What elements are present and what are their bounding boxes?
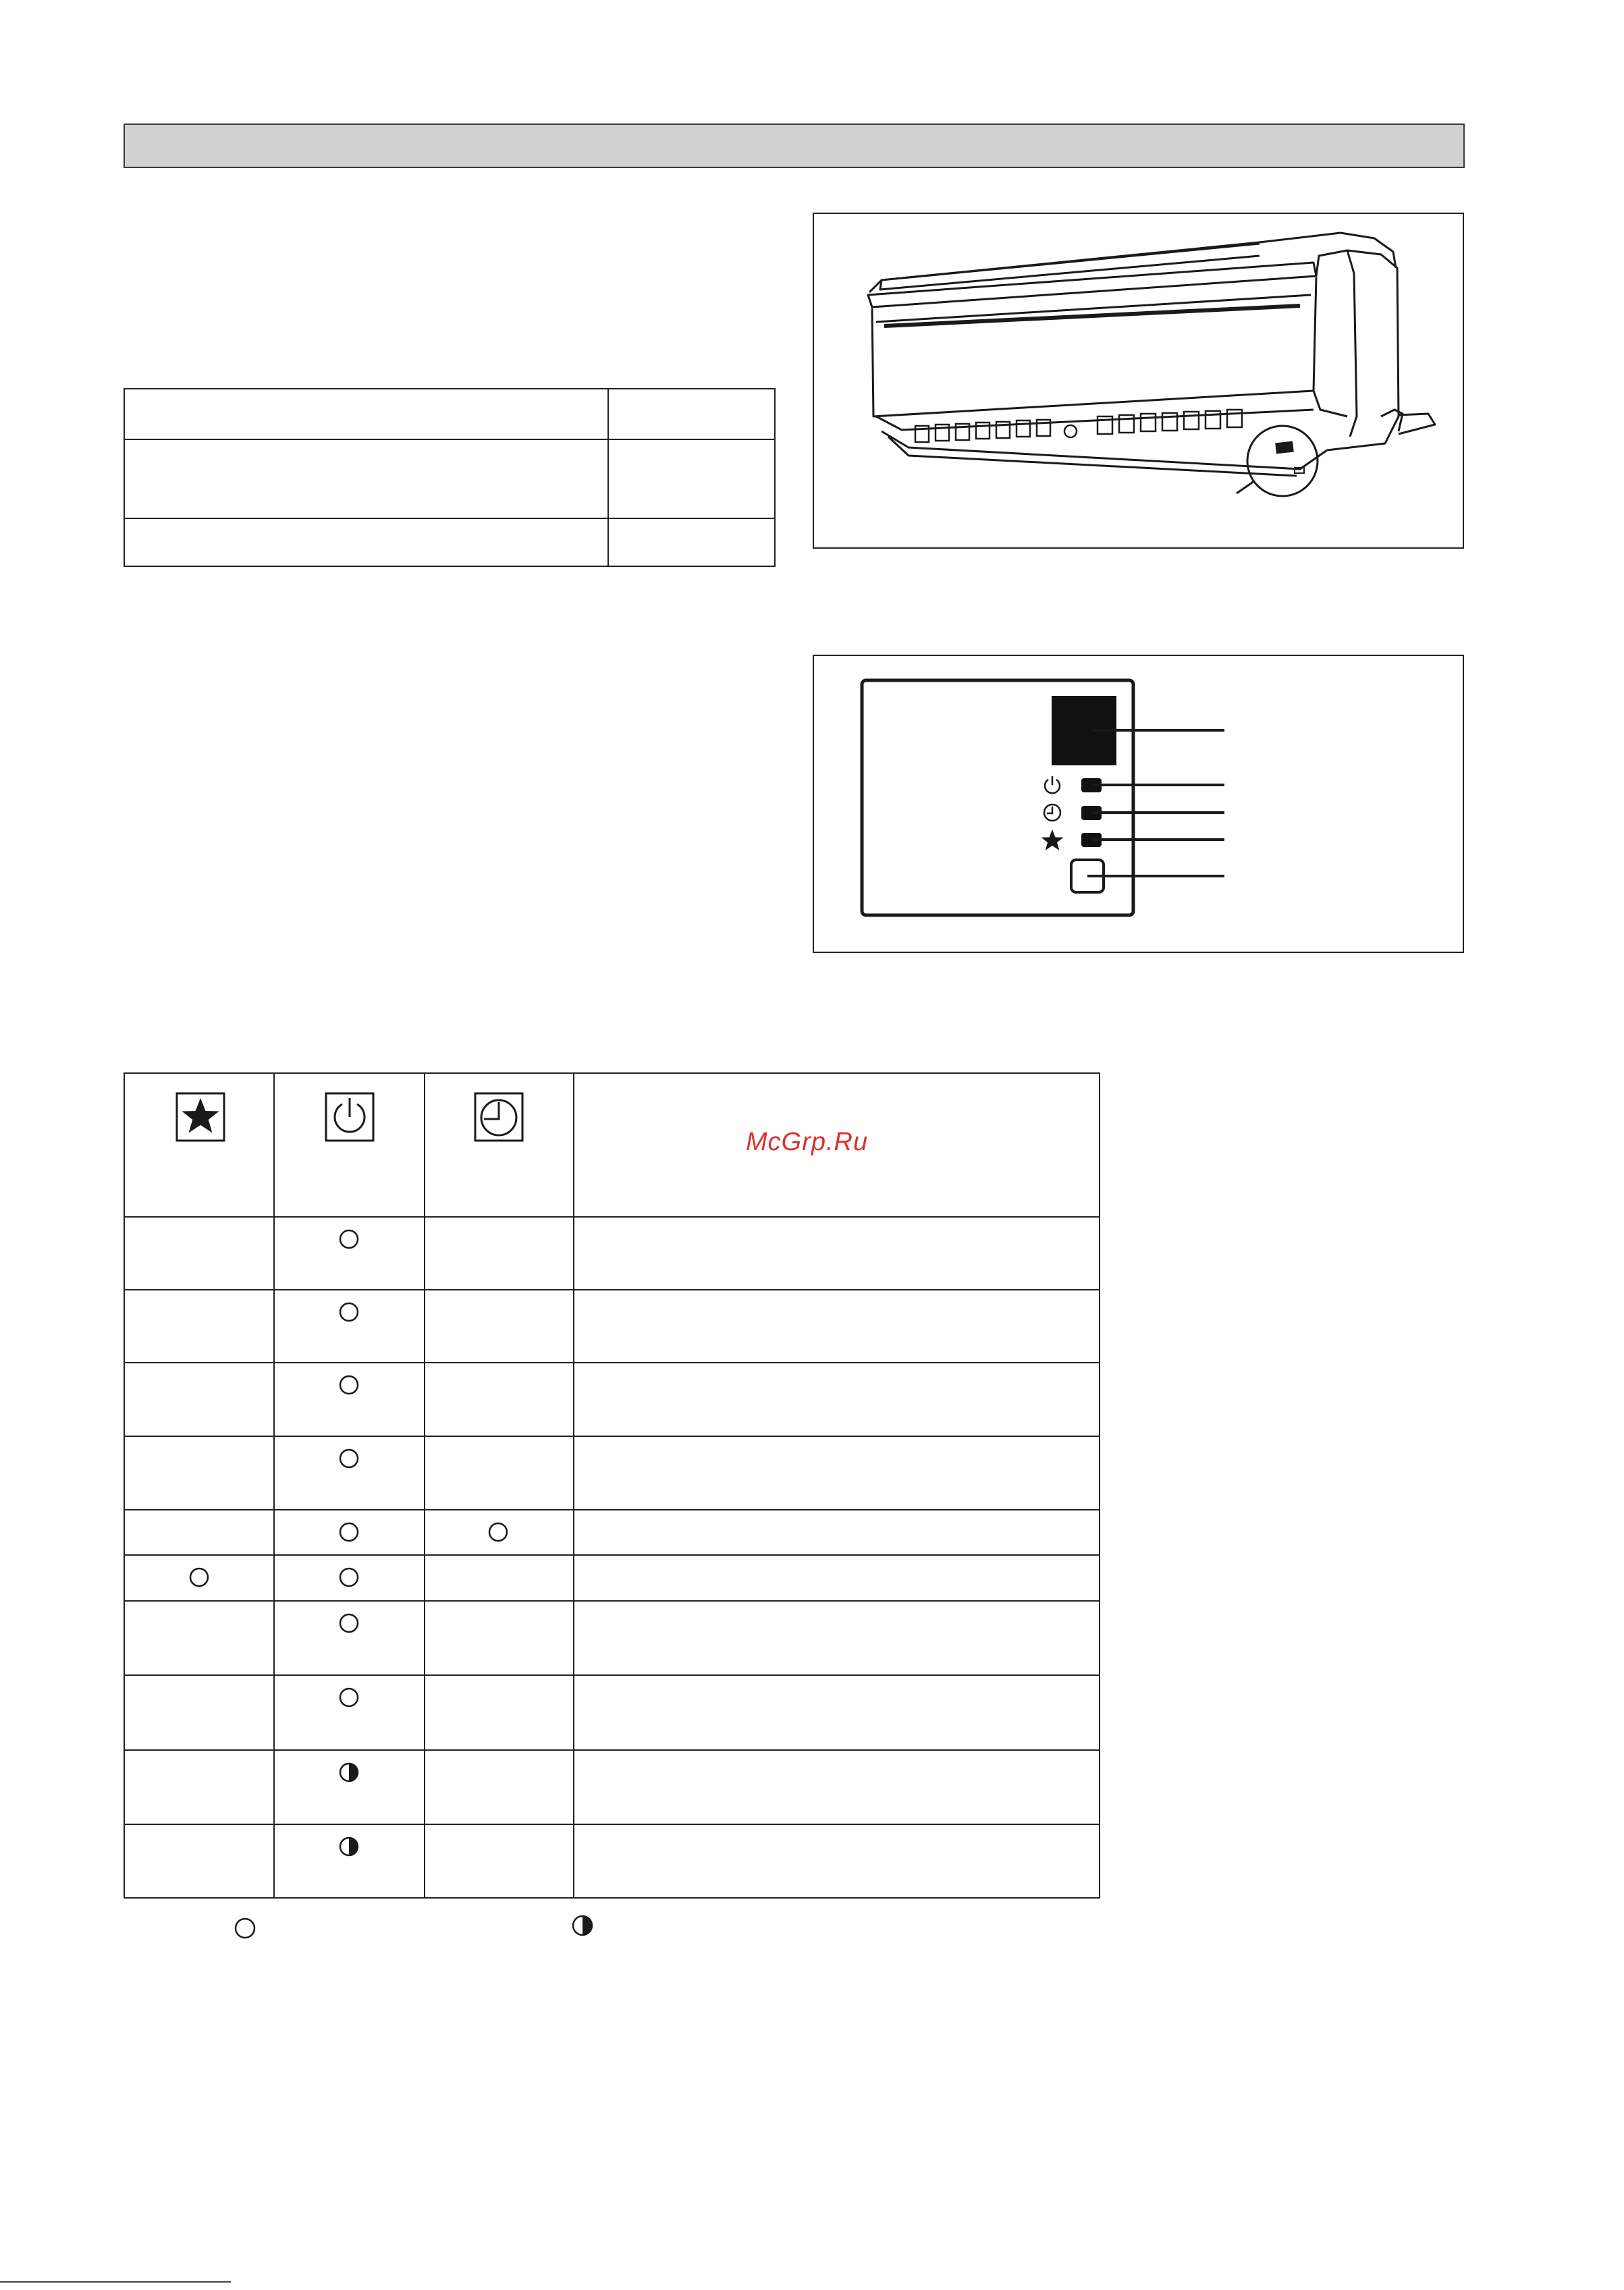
power-header-icon [325,1092,375,1142]
watermark: McGrp.Ru [746,1128,869,1156]
table-row [125,1674,1099,1676]
table-row [125,1749,1099,1751]
open-circle-icon [234,1917,256,1940]
indicator-table [124,1072,1100,1899]
open-circle-icon [338,1374,360,1396]
open-circle-icon [338,1612,360,1634]
table-column-divider [424,1074,425,1897]
star-icon [1040,828,1064,852]
indicator-panel-drawing [814,656,1463,952]
open-circle-icon [338,1228,360,1250]
table-row [125,1509,1099,1510]
open-circle-icon [338,1521,360,1543]
info-table-divider [607,389,609,566]
open-circle-icon [188,1566,210,1588]
open-circle-icon [338,1687,360,1708]
half-filled-circle-icon [338,1762,360,1783]
table-column-divider [573,1074,574,1897]
open-circle-icon [487,1521,509,1543]
open-circle-icon [338,1301,360,1323]
table-row [125,1362,1099,1363]
star-header-icon [175,1092,225,1142]
power-icon [1041,774,1063,796]
half-filled-circle-icon [571,1914,594,1937]
indicator-panel-figure [813,655,1464,953]
open-circle-icon [338,1448,360,1469]
table-row [125,1824,1099,1825]
table-row [125,1216,1099,1218]
info-table-row [125,518,774,568]
open-circle-icon [338,1566,360,1588]
indoor-unit-drawing [814,214,1463,547]
footer-rule [0,2281,231,2283]
timer-icon [1041,802,1063,823]
section-title-bar [124,124,1465,168]
half-filled-circle-icon [338,1836,360,1857]
table-row [125,1289,1099,1290]
info-table-row [125,439,774,519]
indoor-unit-figure [813,213,1464,549]
timer-header-icon [474,1092,524,1142]
table-column-divider [273,1074,275,1897]
table-row [125,1554,1099,1556]
table-row [125,1600,1099,1602]
table-row [125,1436,1099,1437]
info-table [124,388,776,567]
info-table-row [125,389,774,440]
